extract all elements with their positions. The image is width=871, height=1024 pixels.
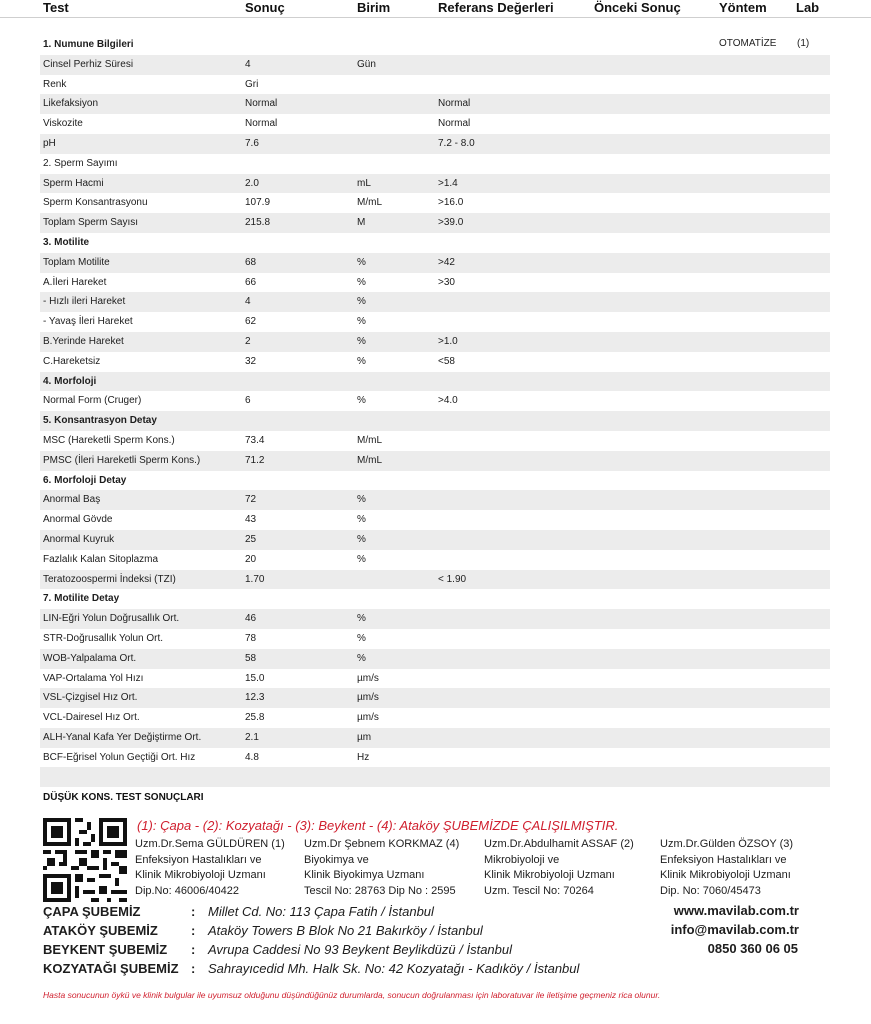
- doctor-line: Dip. No: 7060/45473: [660, 884, 761, 897]
- branch-line: [43, 903, 603, 921]
- result-value: 25: [245, 533, 257, 545]
- result-value: Normal: [245, 98, 278, 110]
- test-name: BCF-Eğrisel Yolun Geçtiği Ort. Hız: [43, 751, 196, 763]
- test-name: C.Hareketsiz: [43, 355, 101, 367]
- section-header-row: [40, 372, 830, 392]
- test-name: 6. Morfoloji Detay: [43, 474, 127, 486]
- branch-address: Sahrayıcedid Mh. Halk Sk. No: 42 Kozyatağı - Kadıköy / İstanbul: [208, 961, 580, 976]
- table-row: [40, 767, 830, 787]
- result-value: Normal: [245, 118, 278, 130]
- test-name: Anormal Kuyruk: [43, 533, 115, 545]
- table-row: [40, 193, 830, 213]
- reference-value: Normal: [438, 118, 471, 130]
- test-name: 7. Motilite Detay: [43, 593, 120, 605]
- test-name: Toplam Sperm Sayısı: [43, 217, 139, 229]
- test-name: Viskozite: [43, 118, 83, 130]
- table-row: [40, 629, 830, 649]
- table-row: [40, 391, 830, 411]
- method-value: OTOMATİZE: [719, 38, 777, 49]
- result-value: 215.8: [245, 217, 271, 229]
- test-name: A.İleri Hareket: [43, 276, 107, 288]
- doctor-line: Tescil No: 28763 Dip No : 2595: [304, 884, 456, 897]
- table-row: [40, 728, 830, 748]
- section-header-row: [40, 35, 830, 55]
- result-value: 107.9: [245, 197, 271, 209]
- header-result: Sonuç: [245, 0, 285, 15]
- test-name: 2. Sperm Sayımı: [43, 157, 118, 169]
- test-name: LIN-Eğri Yolun Doğrusallık Ort.: [43, 613, 180, 625]
- test-name: VAP-Ortalama Yol Hızı: [43, 672, 144, 684]
- test-name: 5. Konsantrasyon Detay: [43, 415, 157, 427]
- reference-value: >1.4: [438, 177, 458, 189]
- doctor-line: Klinik Mikrobiyoloji Uzmanı: [660, 869, 791, 881]
- branch-note: (1): Çapa - (2): Kozyatağı - (3): Beykent - (4): Ataköy ŞUBEMİZDE ÇALIŞILMIŞTIR.: [137, 818, 619, 833]
- unit-value: %: [357, 316, 366, 328]
- reference-value: >42: [438, 256, 455, 268]
- branch-name: ÇAPA ŞUBEMİZ: [43, 904, 141, 919]
- result-value: 66: [245, 276, 257, 288]
- unit-value: mL: [357, 177, 371, 189]
- result-value: 20: [245, 553, 257, 565]
- branch-name: BEYKENT ŞUBEMİZ: [43, 942, 168, 957]
- header-method: Yöntem: [719, 0, 767, 15]
- test-name: VSL-Çizgisel Hız Ort.: [43, 692, 138, 704]
- header-previous: Önceki Sonuç: [594, 0, 681, 15]
- test-name: PMSC (İleri Hareketli Sperm Kons.): [43, 454, 201, 466]
- table-row: [40, 253, 830, 273]
- unit-value: µm/s: [357, 692, 379, 704]
- result-value: 15.0: [245, 672, 265, 684]
- doctor-line: Klinik Biyokimya Uzmanı: [304, 869, 425, 881]
- table-row: [40, 312, 830, 332]
- table-row: [40, 431, 830, 451]
- doctor-info: [484, 837, 634, 899]
- result-value: 4.8: [245, 751, 259, 763]
- unit-value: %: [357, 613, 366, 625]
- section-header-row: [40, 471, 830, 491]
- table-row: [40, 550, 830, 570]
- result-value: 25.8: [245, 712, 265, 724]
- header-lab: Lab: [796, 0, 820, 15]
- table-row: [40, 688, 830, 708]
- unit-value: µm: [357, 731, 372, 743]
- table-row: [40, 114, 830, 134]
- branch-line: [43, 960, 603, 978]
- doctor-line: Mikrobiyoloji ve: [484, 853, 560, 866]
- unit-value: %: [357, 632, 366, 644]
- table-row: [40, 708, 830, 728]
- result-value: 62: [245, 316, 257, 328]
- test-name: Teratozoospermi İndeksi (TZI): [43, 573, 176, 585]
- table-row: [40, 570, 830, 590]
- test-name: Anormal Gövde: [43, 514, 113, 526]
- result-value: 58: [245, 652, 257, 664]
- doctor-info: [135, 837, 285, 899]
- phone-number: 0850 360 06 05: [707, 941, 798, 956]
- unit-value: %: [357, 395, 366, 407]
- table-row: [40, 332, 830, 352]
- result-value: 78: [245, 632, 257, 644]
- table-row: [40, 75, 830, 95]
- unit-value: %: [357, 514, 366, 526]
- footnote: Hasta sonucunun öykü ve klinik bulgular ile uyumsuz olduğunu düşündüğünüz durumlarda, sonucun doğrulanması için laboratuvar ile iletişime geçmeniz rica olunur.: [43, 990, 661, 1000]
- table-row: [40, 669, 830, 689]
- branch-name: KOZYATAĞI ŞUBEMİZ: [43, 961, 179, 976]
- test-name: 1. Numune Bilgileri: [43, 39, 134, 50]
- branch-address: Avrupa Caddesi No 93 Beykent Beylikdüzü / İstanbul: [208, 942, 512, 957]
- table-row: [40, 649, 830, 669]
- unit-value: M: [357, 217, 366, 229]
- branch-separator: :: [191, 904, 196, 919]
- doctor-line: Enfeksiyon Hastalıkları ve: [660, 853, 787, 866]
- unit-value: %: [357, 533, 366, 545]
- doctor-line: Uzm. Tescil No: 70264: [484, 884, 594, 897]
- unit-value: M/mL: [357, 454, 382, 466]
- reference-value: < 1.90: [438, 573, 467, 585]
- reference-value: >39.0: [438, 217, 464, 229]
- test-name: Fazlalık Kalan Sitoplazma: [43, 553, 159, 565]
- table-row: [40, 94, 830, 114]
- doctor-line: Klinik Mikrobiyoloji Uzmanı: [135, 869, 266, 881]
- result-value: 4: [245, 58, 251, 70]
- branch-line: [43, 941, 603, 959]
- test-name: - Yavaş İleri Hareket: [43, 316, 133, 328]
- test-name: Anormal Baş: [43, 494, 101, 506]
- email-link[interactable]: info@mavilab.com.tr: [670, 922, 799, 937]
- doctor-info: [660, 837, 793, 899]
- table-row: [40, 55, 830, 75]
- section-header-row: [40, 411, 830, 431]
- header-test: Test: [43, 0, 69, 15]
- low-conc-title: DÜŞÜK KONS. TEST SONUÇLARI: [43, 792, 204, 803]
- doctor-line: Klinik Mikrobiyoloji Uzmanı: [484, 869, 615, 881]
- unit-value: %: [357, 355, 366, 367]
- test-name: - Hızlı ileri Hareket: [43, 296, 126, 308]
- unit-value: %: [357, 276, 366, 288]
- result-value: 71.2: [245, 454, 265, 466]
- branch-address: Ataköy Towers B Blok No 21 Bakırköy / İstanbul: [208, 923, 483, 938]
- unit-value: %: [357, 335, 366, 347]
- unit-value: %: [357, 256, 366, 268]
- test-name: Renk: [43, 78, 67, 90]
- results-table: [40, 35, 830, 787]
- reference-value: >1.0: [438, 335, 458, 347]
- branch-separator: :: [191, 942, 196, 957]
- result-value: 32: [245, 355, 257, 367]
- test-name: Likefaksiyon: [43, 98, 99, 110]
- table-row: [40, 292, 830, 312]
- test-name: MSC (Hareketli Sperm Kons.): [43, 434, 175, 446]
- test-name: 3. Motilite: [43, 236, 90, 248]
- table-row: [40, 451, 830, 471]
- table-row: [40, 352, 830, 372]
- header-divider: [0, 17, 871, 18]
- test-name: Sperm Konsantrasyonu: [43, 197, 148, 209]
- table-row: [40, 154, 830, 174]
- unit-value: %: [357, 553, 366, 565]
- test-name: STR-Doğrusallık Yolun Ort.: [43, 632, 164, 644]
- test-name: VCL-Dairesel Hız Ort.: [43, 712, 140, 724]
- result-value: 1.70: [245, 573, 265, 585]
- doctor-line: Biyokimya ve: [304, 853, 369, 866]
- result-value: 2.0: [245, 177, 259, 189]
- header-unit: Birim: [357, 0, 391, 15]
- test-name: pH: [43, 137, 56, 149]
- result-value: 73.4: [245, 434, 265, 446]
- table-row: [40, 134, 830, 154]
- table-row: [40, 748, 830, 768]
- branch-address: Millet Cd. No: 113 Çapa Fatih / İstanbul: [208, 904, 434, 919]
- section-header-row: [40, 589, 830, 609]
- doctor-line: Uzm.Dr.Gülden ÖZSOY (3): [660, 838, 794, 850]
- unit-value: %: [357, 494, 366, 506]
- reference-value: >30: [438, 276, 455, 288]
- doctor-line: Uzm.Dr.Abdulhamit ASSAF (2): [484, 838, 634, 850]
- result-value: Gri: [245, 78, 259, 90]
- reference-value: <58: [438, 355, 455, 367]
- table-row: [40, 490, 830, 510]
- test-name: 4. Morfoloji: [43, 375, 97, 387]
- branch-name: ATAKÖY ŞUBEMİZ: [43, 923, 158, 938]
- doctor-line: Dip.No: 46006/40422: [135, 884, 239, 897]
- website-link[interactable]: www.mavilab.com.tr: [673, 903, 799, 918]
- unit-value: M/mL: [357, 197, 382, 209]
- test-name: WOB-Yalpalama Ort.: [43, 652, 137, 664]
- table-row: [40, 510, 830, 530]
- table-row: [40, 174, 830, 194]
- reference-value: >4.0: [438, 395, 458, 407]
- unit-value: %: [357, 296, 366, 308]
- unit-value: %: [357, 652, 366, 664]
- lab-value: (1): [797, 38, 810, 49]
- result-value: 6: [245, 395, 251, 407]
- unit-value: µm/s: [357, 672, 379, 684]
- test-name: Sperm Hacmi: [43, 177, 104, 189]
- doctor-line: Enfeksiyon Hastalıkları ve: [135, 853, 262, 866]
- unit-value: Gün: [357, 58, 376, 70]
- test-name: B.Yerinde Hareket: [43, 335, 124, 347]
- unit-value: M/mL: [357, 434, 382, 446]
- result-value: 4: [245, 296, 251, 308]
- branch-separator: :: [191, 923, 196, 938]
- doctor-line: Uzm.Dr Şebnem KORKMAZ (4): [304, 838, 460, 850]
- test-name: Toplam Motilite: [43, 256, 110, 268]
- table-row: [40, 213, 830, 233]
- result-value: 72: [245, 494, 257, 506]
- result-value: 43: [245, 514, 257, 526]
- result-value: 2.1: [245, 731, 259, 743]
- table-header: [0, 0, 871, 16]
- qr-code-icon: [43, 818, 127, 902]
- result-value: 7.6: [245, 137, 259, 149]
- branch-line: [43, 922, 603, 940]
- section-header-row: [40, 233, 830, 253]
- doctor-info: [304, 837, 459, 899]
- unit-value: µm/s: [357, 712, 379, 724]
- result-value: 68: [245, 256, 257, 268]
- table-row: [40, 530, 830, 550]
- test-name: ALH-Yanal Kafa Yer Değiştirme Ort.: [43, 731, 202, 743]
- test-name: Normal Form (Cruger): [43, 395, 142, 407]
- result-value: 12.3: [245, 692, 265, 704]
- result-value: 46: [245, 613, 257, 625]
- unit-value: Hz: [357, 751, 370, 763]
- test-name: Cinsel Perhiz Süresi: [43, 58, 134, 70]
- table-row: [40, 609, 830, 629]
- branch-separator: :: [191, 961, 196, 976]
- header-reference: Referans Değerleri: [438, 0, 554, 15]
- reference-value: Normal: [438, 98, 471, 110]
- reference-value: >16.0: [438, 197, 464, 209]
- table-row: [40, 273, 830, 293]
- doctor-line: Uzm.Dr.Sema GÜLDÜREN (1): [135, 838, 285, 850]
- reference-value: 7.2 - 8.0: [438, 137, 475, 149]
- result-value: 2: [245, 335, 251, 347]
